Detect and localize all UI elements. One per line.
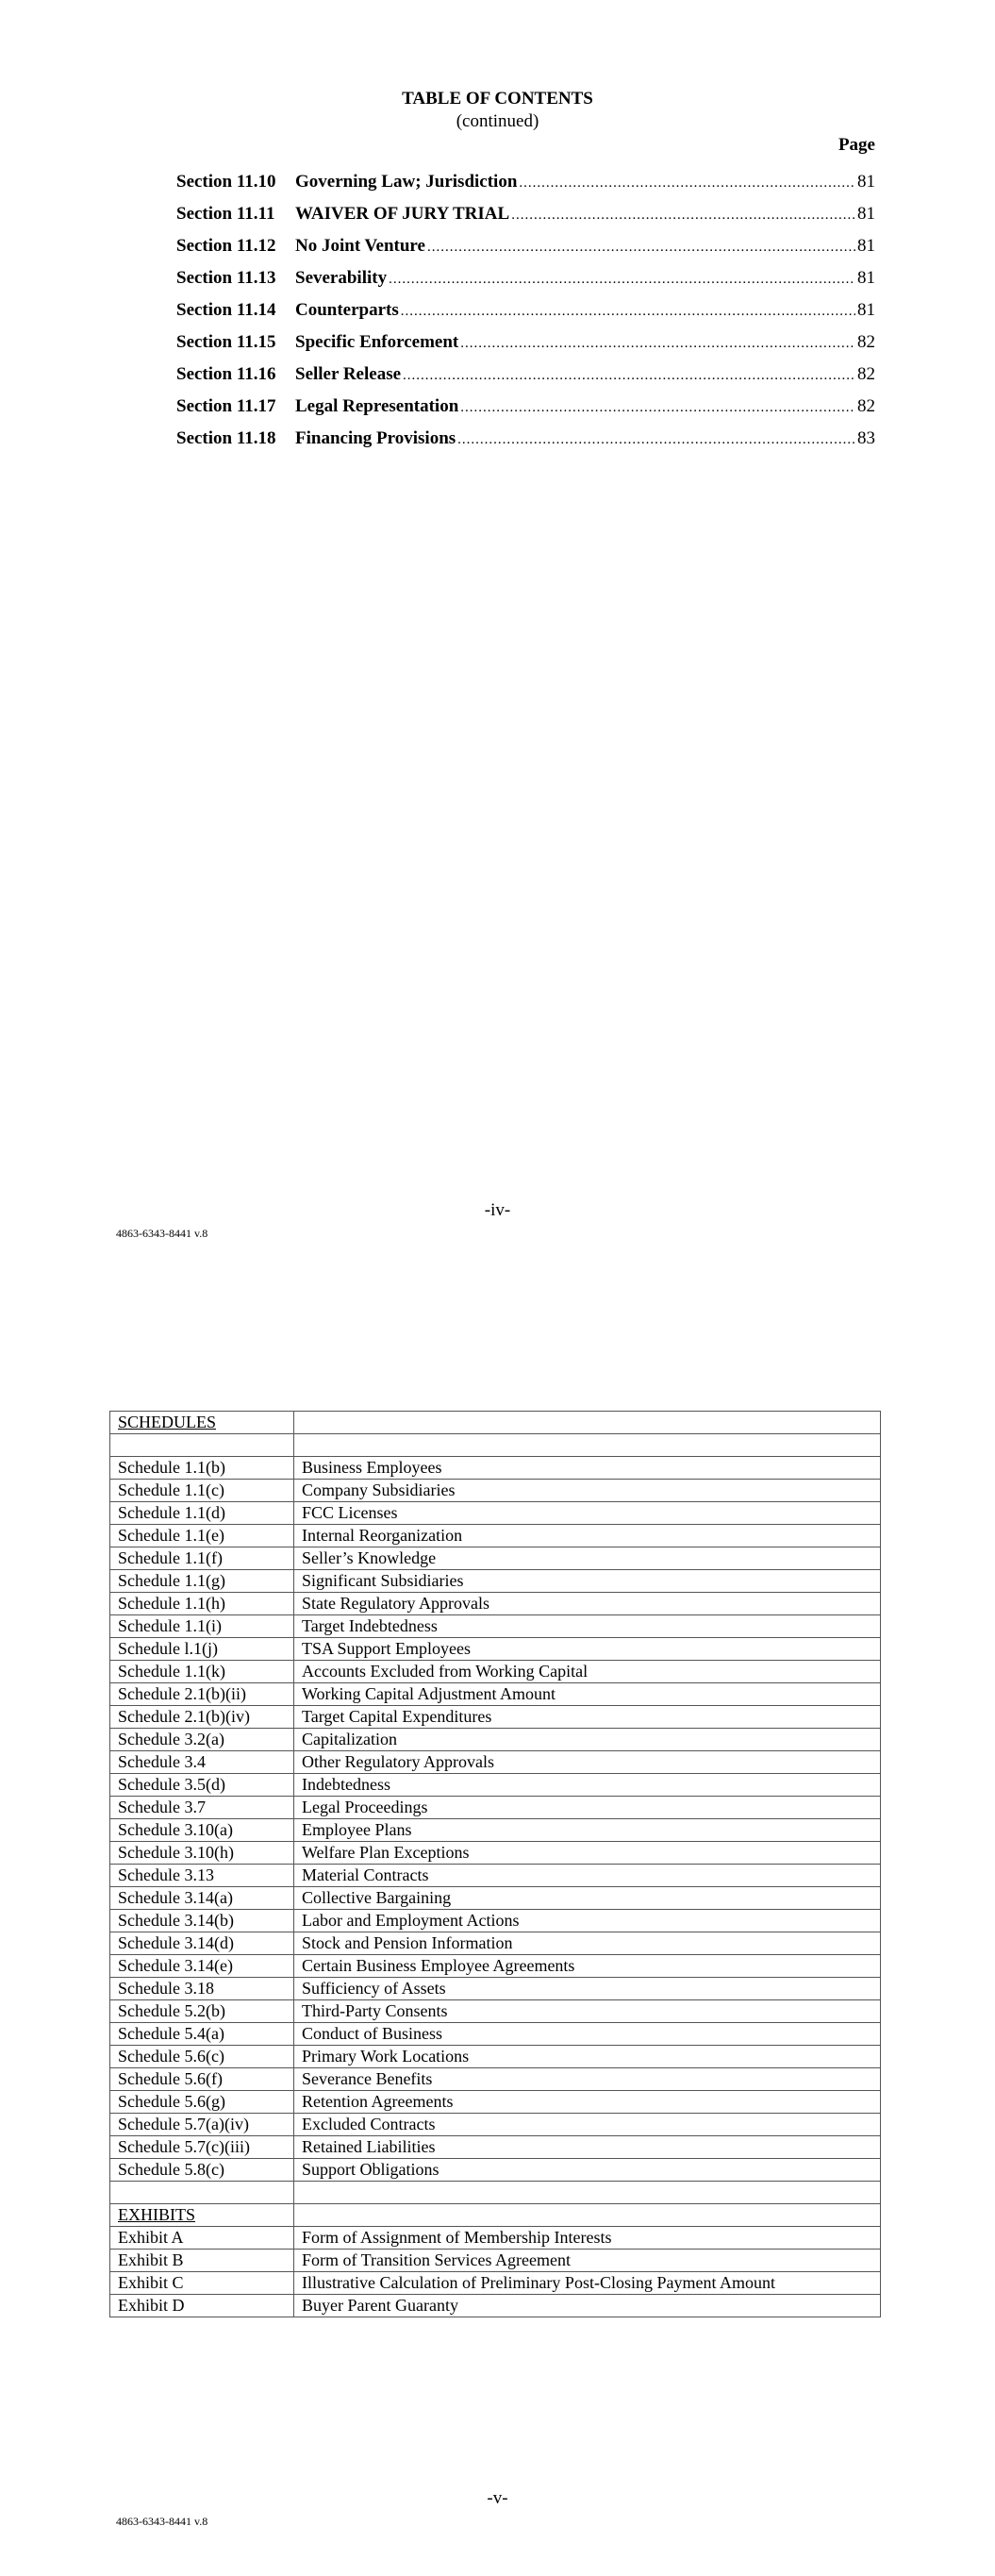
toc-section-number: Section 11.10 bbox=[176, 172, 276, 192]
schedule-row-title-cell: Significant Subsidiaries bbox=[294, 1570, 881, 1593]
schedule-row-id-cell bbox=[110, 1955, 294, 1978]
schedule-row-id: Schedule 1.1(k) bbox=[118, 1662, 225, 1681]
blank-row bbox=[110, 1434, 881, 1457]
exhibit-row-id: Exhibit B bbox=[118, 2250, 184, 2269]
toc-leader-dots bbox=[401, 304, 855, 320]
toc-entry bbox=[176, 428, 875, 460]
schedule-row-id: Schedule 5.6(c) bbox=[118, 2047, 224, 2066]
schedule-row-id-cell bbox=[110, 1502, 294, 1525]
exhibits-header-row-title-cell bbox=[294, 2204, 881, 2227]
toc-section-number: Section 11.18 bbox=[176, 428, 276, 448]
exhibit-row-id: Exhibit C bbox=[118, 2273, 184, 2292]
schedule-row bbox=[110, 2023, 881, 2046]
toc-entry bbox=[176, 172, 875, 204]
schedule-row-id-cell bbox=[110, 1932, 294, 1955]
schedule-row bbox=[110, 1978, 881, 2000]
document-id: 4863-6343-8441 v.8 bbox=[116, 2515, 208, 2528]
schedule-row-id-cell bbox=[110, 2023, 294, 2046]
toc-leader-dots bbox=[389, 272, 855, 288]
schedule-row bbox=[110, 1774, 881, 1797]
schedule-row bbox=[110, 1887, 881, 1910]
toc-section-number: Section 11.14 bbox=[176, 300, 276, 320]
schedules-header-row-id: SCHEDULES bbox=[118, 1413, 217, 1431]
schedule-row bbox=[110, 2136, 881, 2159]
schedule-row-id: Schedule 3.4 bbox=[118, 1752, 206, 1771]
schedule-row-title-cell: Welfare Plan Exceptions bbox=[294, 1842, 881, 1865]
exhibit-row-id-cell bbox=[110, 2295, 294, 2317]
schedule-row-id: Schedule 2.1(b)(ii) bbox=[118, 1684, 246, 1703]
toc-leader-dots bbox=[457, 432, 855, 448]
schedule-row-id: Schedule 1.1(e) bbox=[118, 1526, 224, 1545]
toc-section-title: Counterparts bbox=[295, 300, 399, 320]
schedules-table bbox=[109, 1411, 881, 2317]
schedule-row bbox=[110, 1615, 881, 1638]
exhibit-row-id-cell bbox=[110, 2272, 294, 2295]
page-column-header: Page bbox=[837, 135, 875, 155]
toc-leader-dots bbox=[460, 400, 855, 416]
toc-entry bbox=[176, 236, 875, 268]
schedule-row-id: Schedule 5.8(c) bbox=[118, 2160, 224, 2179]
schedules-header-row-title-cell bbox=[294, 1412, 881, 1434]
schedule-row-title-cell: Excluded Contracts bbox=[294, 2114, 881, 2136]
schedule-row-title-cell: TSA Support Employees bbox=[294, 1638, 881, 1661]
exhibits-header-row-id: EXHIBITS bbox=[118, 2205, 195, 2224]
schedule-row bbox=[110, 1932, 881, 1955]
toc-section-title: WAIVER OF JURY TRIAL bbox=[295, 204, 510, 224]
schedule-row-id: Schedule 3.5(d) bbox=[118, 1775, 225, 1794]
schedule-row-id-cell bbox=[110, 1774, 294, 1797]
toc-page-number: 81 bbox=[857, 172, 875, 192]
toc-section-number: Section 11.12 bbox=[176, 236, 276, 256]
schedule-row-title-cell: Other Regulatory Approvals bbox=[294, 1751, 881, 1774]
schedule-row bbox=[110, 1547, 881, 1570]
toc-entry bbox=[176, 332, 875, 364]
schedule-row bbox=[110, 1842, 881, 1865]
toc-page-number: 81 bbox=[857, 236, 875, 256]
toc-leader-dots bbox=[403, 368, 855, 384]
schedule-row-id-cell bbox=[110, 1525, 294, 1547]
schedule-row-id-cell bbox=[110, 1593, 294, 1615]
schedule-row bbox=[110, 1525, 881, 1547]
schedule-row-id-cell bbox=[110, 1615, 294, 1638]
schedule-row bbox=[110, 2000, 881, 2023]
schedule-row-title-cell: Seller’s Knowledge bbox=[294, 1547, 881, 1570]
schedule-row-title-cell: Target Capital Expenditures bbox=[294, 1706, 881, 1729]
schedule-row-id-cell bbox=[110, 1683, 294, 1706]
schedule-row-title-cell: Labor and Employment Actions bbox=[294, 1910, 881, 1932]
toc-entry bbox=[176, 300, 875, 332]
toc-section-title: Legal Representation bbox=[295, 396, 459, 416]
toc-leader-dots bbox=[519, 176, 855, 192]
schedule-row-id-cell bbox=[110, 2091, 294, 2114]
schedule-row-id-cell bbox=[110, 1706, 294, 1729]
toc-page-number: 81 bbox=[857, 204, 875, 224]
toc-list bbox=[176, 172, 875, 460]
schedule-row-title-cell: Capitalization bbox=[294, 1729, 881, 1751]
schedule-row-id: Schedule 5.6(g) bbox=[118, 2092, 225, 2111]
schedule-row-title-cell: State Regulatory Approvals bbox=[294, 1593, 881, 1615]
schedule-row-id: Schedule l.1(j) bbox=[118, 1639, 218, 1658]
toc-entry bbox=[176, 364, 875, 396]
schedule-row-id-cell bbox=[110, 2159, 294, 2182]
schedule-row-id-cell bbox=[110, 2068, 294, 2091]
schedule-row-id: Schedule 3.10(a) bbox=[118, 1820, 233, 1839]
schedule-row-id: Schedule 3.10(h) bbox=[118, 1843, 234, 1862]
exhibit-row-id: Exhibit A bbox=[118, 2228, 184, 2247]
document-id: 4863-6343-8441 v.8 bbox=[116, 1227, 208, 1240]
schedule-row-id: Schedule 3.2(a) bbox=[118, 1730, 224, 1748]
schedules-header-row bbox=[110, 1412, 881, 1434]
schedules-header-row-id-cell bbox=[110, 1412, 294, 1434]
toc-page-number: 83 bbox=[857, 428, 875, 448]
toc-page-number: 81 bbox=[857, 300, 875, 320]
schedule-row-id: Schedule 1.1(i) bbox=[118, 1616, 222, 1635]
toc-section-title: Seller Release bbox=[295, 364, 402, 384]
toc-page-number: 82 bbox=[857, 396, 875, 416]
schedule-row-title-cell: Business Employees bbox=[294, 1457, 881, 1480]
schedule-row-id: Schedule 3.14(e) bbox=[118, 1956, 233, 1975]
toc-leader-dots bbox=[427, 240, 855, 256]
exhibits-header-row-id-cell bbox=[110, 2204, 294, 2227]
schedule-row-id-cell bbox=[110, 2114, 294, 2136]
schedule-row bbox=[110, 1570, 881, 1593]
exhibit-row bbox=[110, 2272, 881, 2295]
exhibit-row-id: Exhibit D bbox=[118, 2296, 185, 2315]
exhibit-row bbox=[110, 2250, 881, 2272]
blank-row-title-cell bbox=[294, 1434, 881, 1457]
exhibit-row-title-cell: Illustrative Calculation of Preliminary Post-Closing Payment Amount bbox=[294, 2272, 881, 2295]
schedule-row-id-cell bbox=[110, 1797, 294, 1819]
schedule-row-title-cell: Internal Reorganization bbox=[294, 1525, 881, 1547]
schedule-row bbox=[110, 1751, 881, 1774]
schedule-row-id: Schedule 3.14(d) bbox=[118, 1933, 234, 1952]
schedule-row bbox=[110, 1661, 881, 1683]
schedule-row-title-cell: Collective Bargaining bbox=[294, 1887, 881, 1910]
schedule-row-id-cell bbox=[110, 2046, 294, 2068]
schedule-row-title-cell: Third-Party Consents bbox=[294, 2000, 881, 2023]
schedule-row bbox=[110, 1865, 881, 1887]
exhibit-row-id-cell bbox=[110, 2227, 294, 2250]
schedule-row bbox=[110, 1683, 881, 1706]
schedule-row-id-cell bbox=[110, 1729, 294, 1751]
toc-entry bbox=[176, 396, 875, 428]
schedule-row-title-cell: Retained Liabilities bbox=[294, 2136, 881, 2159]
schedule-row bbox=[110, 1480, 881, 1502]
schedule-row bbox=[110, 1729, 881, 1751]
schedule-row bbox=[110, 1910, 881, 1932]
exhibit-row-title-cell: Form of Transition Services Agreement bbox=[294, 2250, 881, 2272]
exhibits-header-row bbox=[110, 2204, 881, 2227]
schedule-row-id-cell bbox=[110, 1751, 294, 1774]
toc-section-title: Severability bbox=[295, 268, 388, 288]
schedule-row-title-cell: Material Contracts bbox=[294, 1865, 881, 1887]
schedule-row-id: Schedule 2.1(b)(iv) bbox=[118, 1707, 250, 1726]
schedule-row bbox=[110, 1819, 881, 1842]
toc-section-title: Specific Enforcement bbox=[295, 332, 459, 352]
schedule-row-title-cell: Sufficiency of Assets bbox=[294, 1978, 881, 2000]
schedule-row-id-cell bbox=[110, 2000, 294, 2023]
schedule-row-title-cell: Severance Benefits bbox=[294, 2068, 881, 2091]
schedule-row-id-cell bbox=[110, 2136, 294, 2159]
schedule-row bbox=[110, 1797, 881, 1819]
schedule-row-id-cell bbox=[110, 1547, 294, 1570]
schedule-row-id: Schedule 3.14(a) bbox=[118, 1888, 233, 1907]
schedule-row-title-cell: Accounts Excluded from Working Capital bbox=[294, 1661, 881, 1683]
exhibit-row-id-cell bbox=[110, 2250, 294, 2272]
toc-title: TABLE OF CONTENTS bbox=[402, 89, 593, 109]
exhibit-row bbox=[110, 2295, 881, 2317]
toc-section-title: No Joint Venture bbox=[295, 236, 425, 256]
exhibit-row bbox=[110, 2227, 881, 2250]
schedule-row bbox=[110, 2114, 881, 2136]
schedule-row-title-cell: Conduct of Business bbox=[294, 2023, 881, 2046]
schedule-row-id-cell bbox=[110, 1865, 294, 1887]
toc-section-title: Financing Provisions bbox=[295, 428, 456, 448]
toc-page-number: 82 bbox=[857, 332, 875, 352]
schedule-row-id-cell bbox=[110, 1842, 294, 1865]
page-number: -v- bbox=[487, 2488, 508, 2508]
toc-entry bbox=[176, 204, 875, 236]
schedule-row-title-cell: Certain Business Employee Agreements bbox=[294, 1955, 881, 1978]
schedule-row-title-cell: Retention Agreements bbox=[294, 2091, 881, 2114]
schedule-row-title-cell: FCC Licenses bbox=[294, 1502, 881, 1525]
schedule-row-id: Schedule 1.1(h) bbox=[118, 1594, 225, 1613]
toc-section-number: Section 11.13 bbox=[176, 268, 276, 288]
blank-row bbox=[110, 2182, 881, 2204]
schedule-row bbox=[110, 2068, 881, 2091]
schedule-row-id: Schedule 1.1(g) bbox=[118, 1571, 225, 1590]
schedule-row bbox=[110, 1706, 881, 1729]
schedule-row bbox=[110, 1955, 881, 1978]
schedule-row-id: Schedule 3.14(b) bbox=[118, 1911, 234, 1930]
schedule-row bbox=[110, 1638, 881, 1661]
schedule-row-id-cell bbox=[110, 1480, 294, 1502]
schedule-row-id: Schedule 5.2(b) bbox=[118, 2001, 225, 2020]
toc-entry bbox=[176, 268, 875, 300]
toc-section-number: Section 11.11 bbox=[176, 204, 275, 224]
schedule-row-id: Schedule 3.18 bbox=[118, 1979, 214, 1998]
schedule-row-id-cell bbox=[110, 1819, 294, 1842]
schedule-row-title-cell: Company Subsidiaries bbox=[294, 1480, 881, 1502]
schedule-row bbox=[110, 1593, 881, 1615]
exhibit-row-title-cell: Buyer Parent Guaranty bbox=[294, 2295, 881, 2317]
schedule-row-id-cell bbox=[110, 1978, 294, 2000]
schedule-row-title-cell: Stock and Pension Information bbox=[294, 1932, 881, 1955]
toc-section-title: Governing Law; Jurisdiction bbox=[295, 172, 518, 192]
toc-section-number: Section 11.16 bbox=[176, 364, 276, 384]
schedule-row-id: Schedule 1.1(c) bbox=[118, 1480, 224, 1499]
schedule-row-id: Schedule 1.1(f) bbox=[118, 1548, 223, 1567]
exhibit-row-title-cell: Form of Assignment of Membership Interests bbox=[294, 2227, 881, 2250]
schedule-row bbox=[110, 2159, 881, 2182]
blank-row-id-cell bbox=[110, 2182, 294, 2204]
schedule-row-id: Schedule 5.6(f) bbox=[118, 2069, 223, 2088]
schedule-row bbox=[110, 1457, 881, 1480]
schedule-row bbox=[110, 1502, 881, 1525]
schedule-row-id: Schedule 5.7(c)(iii) bbox=[118, 2137, 250, 2156]
toc-page-number: 81 bbox=[857, 268, 875, 288]
toc-subtitle: (continued) bbox=[456, 111, 539, 131]
schedule-row-id: Schedule 5.4(a) bbox=[118, 2024, 224, 2043]
schedule-row-id-cell bbox=[110, 1570, 294, 1593]
blank-row-title-cell bbox=[294, 2182, 881, 2204]
schedule-row-id: Schedule 5.7(a)(iv) bbox=[118, 2115, 249, 2133]
schedule-row-title-cell: Legal Proceedings bbox=[294, 1797, 881, 1819]
schedule-row-id-cell bbox=[110, 1638, 294, 1661]
schedule-row-title-cell: Primary Work Locations bbox=[294, 2046, 881, 2068]
schedule-row-id-cell bbox=[110, 1887, 294, 1910]
schedule-row-title-cell: Indebtedness bbox=[294, 1774, 881, 1797]
page-number: -iv- bbox=[484, 1200, 511, 1220]
toc-page-number: 82 bbox=[857, 364, 875, 384]
schedule-row-title-cell: Support Obligations bbox=[294, 2159, 881, 2182]
blank-row-id-cell bbox=[110, 1434, 294, 1457]
schedule-row-id-cell bbox=[110, 1457, 294, 1480]
schedule-row-id-cell bbox=[110, 1910, 294, 1932]
schedule-row bbox=[110, 2091, 881, 2114]
toc-section-number: Section 11.15 bbox=[176, 332, 276, 352]
schedule-row-id: Schedule 1.1(b) bbox=[118, 1458, 225, 1477]
toc-leader-dots bbox=[460, 336, 855, 352]
schedule-row-title-cell: Working Capital Adjustment Amount bbox=[294, 1683, 881, 1706]
schedules-page bbox=[0, 1288, 995, 2576]
toc-leader-dots bbox=[511, 208, 855, 224]
schedule-row-title-cell: Target Indebtedness bbox=[294, 1615, 881, 1638]
toc-section-number: Section 11.17 bbox=[176, 396, 276, 416]
schedule-row-id: Schedule 3.7 bbox=[118, 1798, 206, 1816]
schedule-row-id-cell bbox=[110, 1661, 294, 1683]
schedule-row-id: Schedule 1.1(d) bbox=[118, 1503, 225, 1522]
schedule-row-id: Schedule 3.13 bbox=[118, 1865, 214, 1884]
schedule-row bbox=[110, 2046, 881, 2068]
schedule-row-title-cell: Employee Plans bbox=[294, 1819, 881, 1842]
